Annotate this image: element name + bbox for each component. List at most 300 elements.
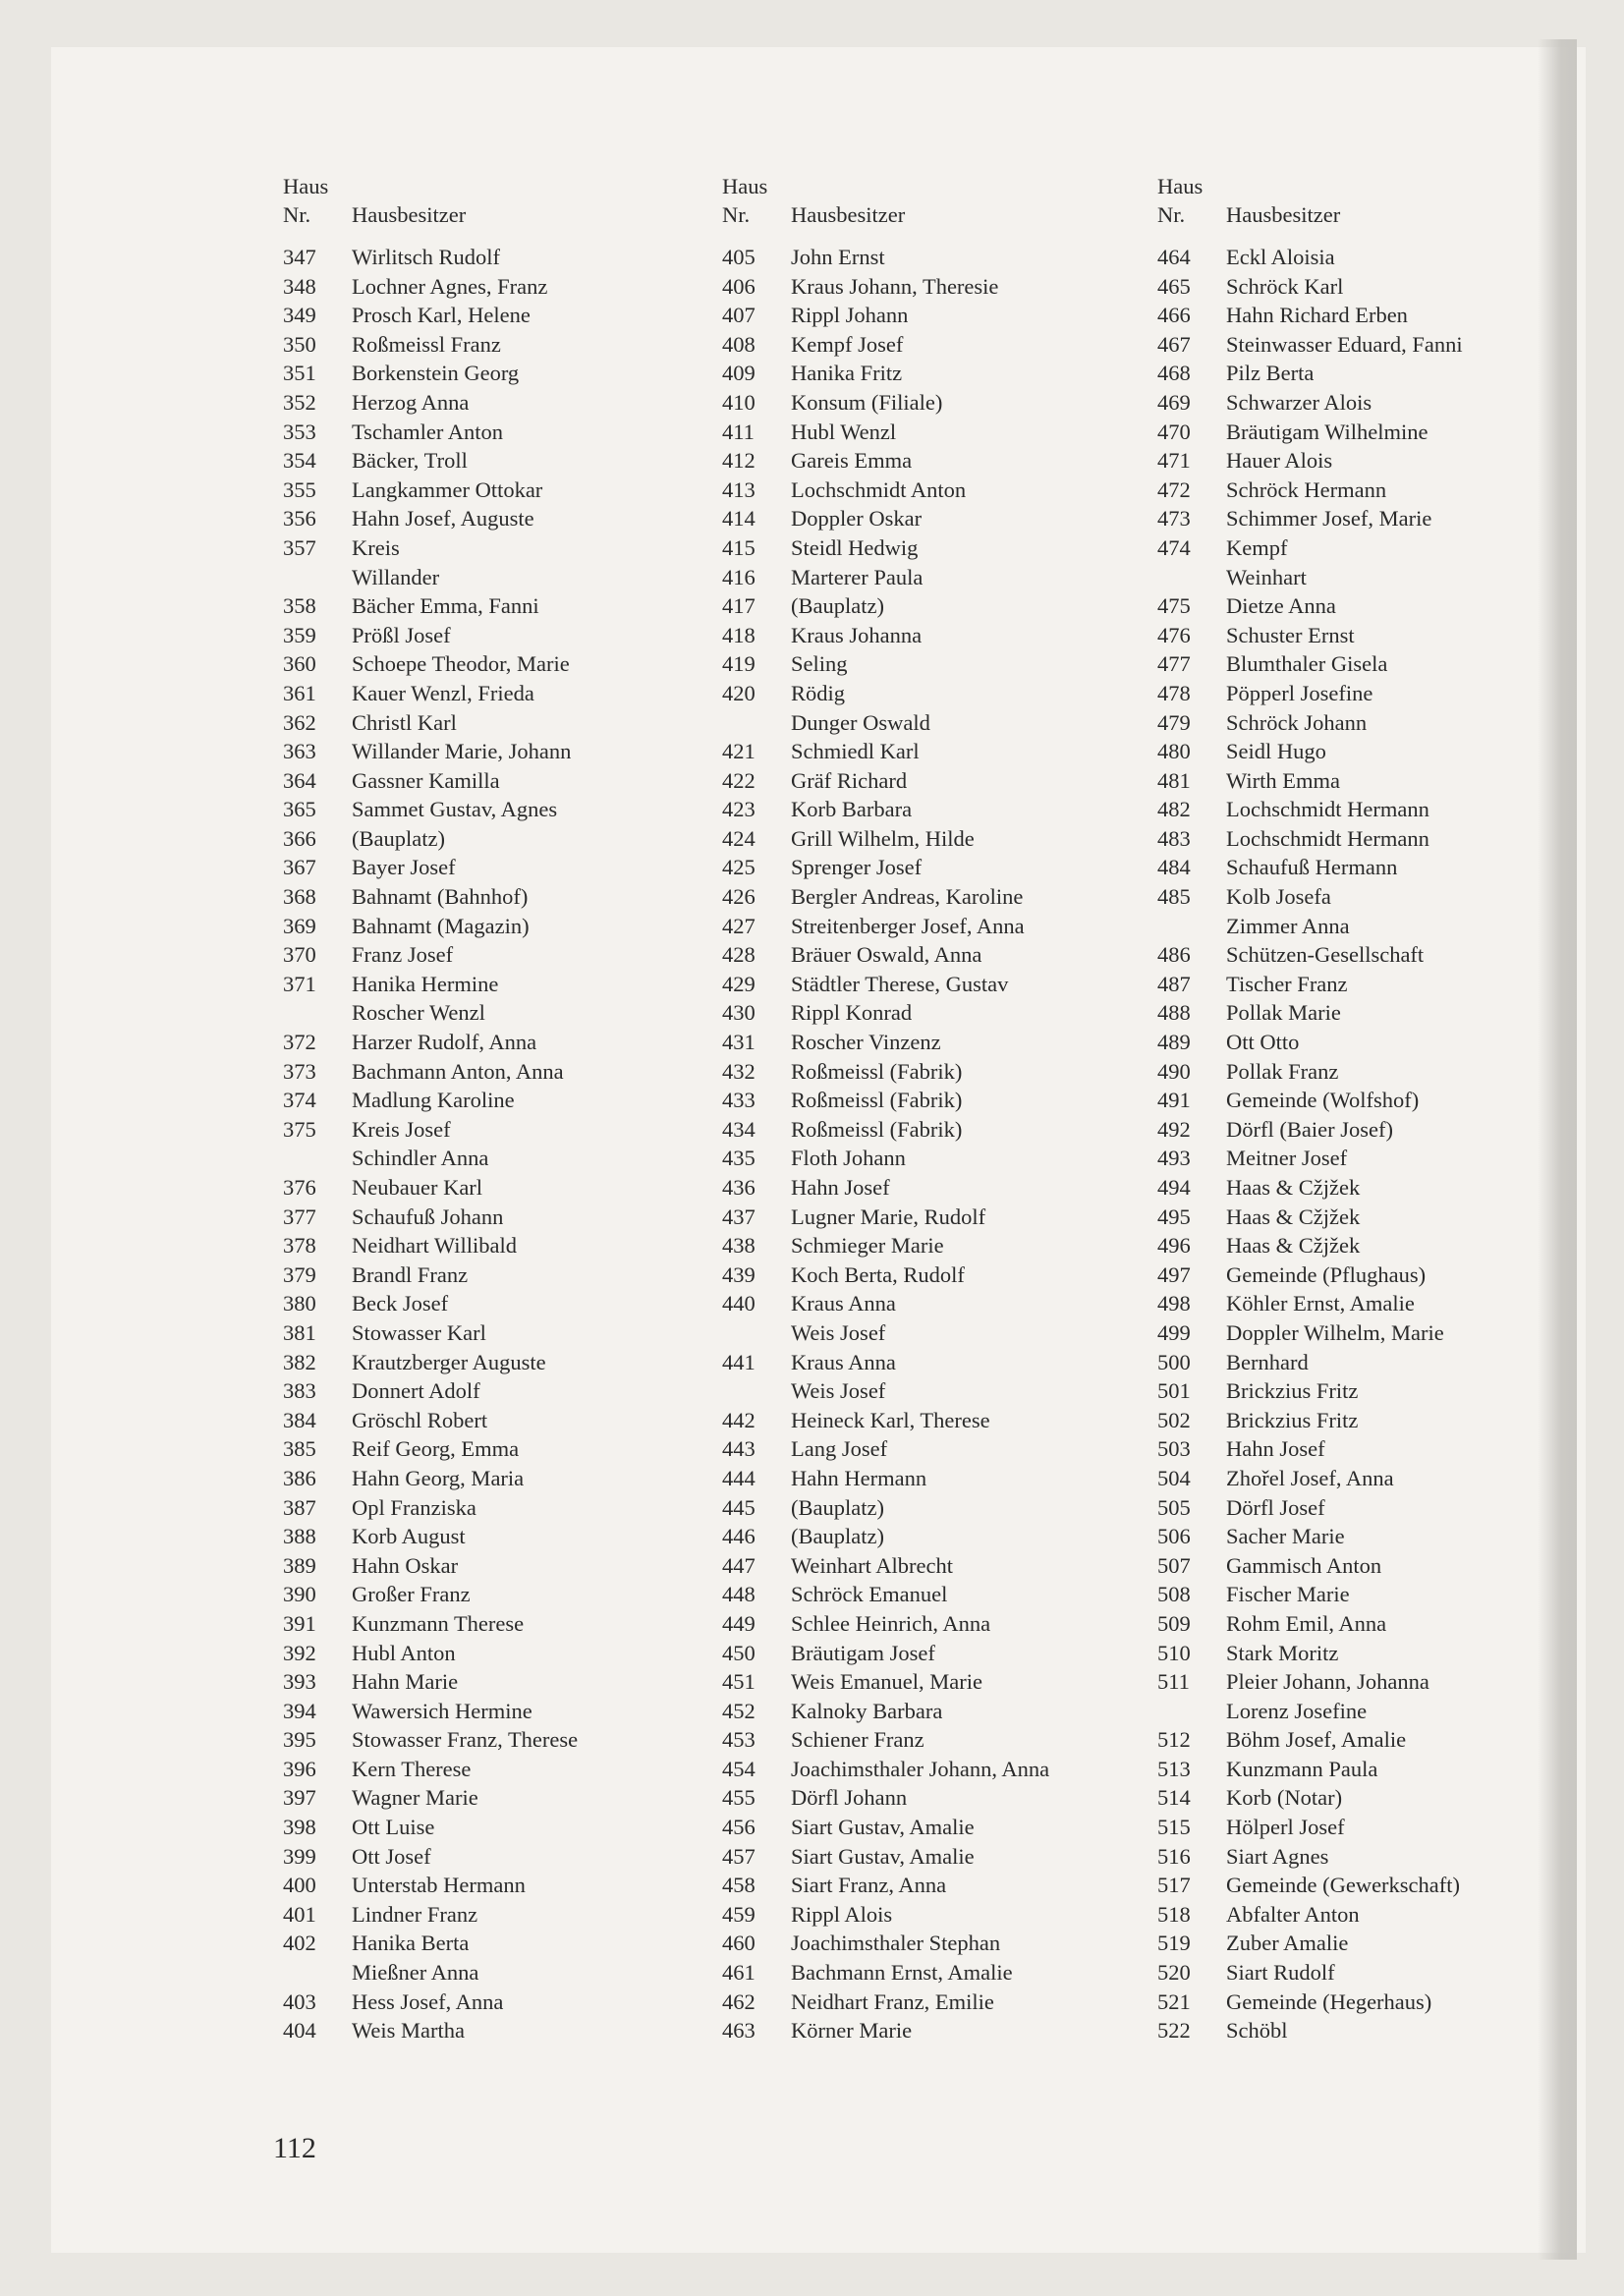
house-number: 413 (722, 476, 756, 502)
house-number: 479 (1157, 709, 1191, 735)
register-row (1157, 853, 1599, 882)
register-row (283, 2016, 725, 2045)
register-row (283, 795, 725, 824)
house-number: 417 (722, 593, 756, 619)
house-owner: Weis Emanuel, Marie (791, 1669, 982, 1695)
house-owner: Köhler Ernst, Amalie (1226, 1291, 1415, 1316)
house-owner: Weis Josef (791, 1319, 886, 1345)
house-number: 439 (722, 1261, 756, 1287)
house-number: 431 (722, 1030, 756, 1055)
register-row (722, 824, 1164, 854)
house-number: 478 (1157, 680, 1191, 705)
register-row (1157, 970, 1599, 999)
house-number: 519 (1157, 1931, 1191, 1956)
house-owner: Joachimsthaler Johann, Anna (791, 1756, 1050, 1781)
house-owner: Ott Luise (352, 1815, 435, 1840)
house-number: 348 (283, 273, 316, 299)
house-owner: Kempf Josef (791, 331, 904, 357)
house-owner: Neidhart Franz, Emilie (791, 1988, 994, 2014)
house-owner: Harzer Rudolf, Anna (352, 1030, 537, 1055)
house-number: 407 (722, 303, 756, 328)
house-number: 387 (283, 1494, 316, 1520)
house-number: 500 (1157, 1349, 1191, 1374)
house-owner: Siart Franz, Anna (791, 1873, 947, 1898)
house-owner: Schiener Franz (791, 1727, 924, 1753)
house-owner: Siart Rudolf (1226, 1960, 1335, 1986)
house-owner: Siart Agnes (1226, 1843, 1329, 1869)
house-owner: Kern Therese (352, 1756, 472, 1781)
register-row (1157, 1697, 1599, 1726)
house-number: 477 (1157, 651, 1191, 677)
house-number: 452 (722, 1698, 756, 1723)
house-owner: Kunzmann Therese (352, 1610, 525, 1636)
house-number: 423 (722, 797, 756, 822)
house-number: 514 (1157, 1785, 1191, 1811)
house-number: 448 (722, 1582, 756, 1607)
house-number: 450 (722, 1640, 756, 1665)
house-number: 433 (722, 1088, 756, 1113)
house-number: 424 (722, 825, 756, 851)
house-owner: Lang Josef (791, 1436, 888, 1462)
house-number: 372 (283, 1030, 316, 1055)
house-owner: Hahn Hermann (791, 1465, 927, 1490)
house-owner: Borkenstein Georg (352, 361, 520, 386)
header-haus-label: Haus (1157, 174, 1204, 198)
house-owner: Bächer Emma, Fanni (352, 593, 539, 619)
house-number: 499 (1157, 1319, 1191, 1345)
register-row (283, 1958, 725, 1988)
house-number: 354 (283, 448, 316, 474)
house-number: 379 (283, 1261, 316, 1287)
header-haus-label: Haus (283, 174, 329, 198)
register-row (722, 1609, 1164, 1639)
register-row (1157, 1434, 1599, 1464)
register-row (1157, 418, 1599, 447)
house-owner: Steinwasser Eduard, Fanni (1226, 331, 1463, 357)
register-row (722, 912, 1164, 941)
house-number: 438 (722, 1233, 756, 1259)
register-row (1157, 1115, 1599, 1145)
house-number: 474 (1157, 534, 1191, 560)
house-number: 456 (722, 1815, 756, 1840)
house-number: 494 (1157, 1175, 1191, 1200)
register-row (722, 1842, 1164, 1872)
house-owner: Seidl Hugo (1226, 739, 1326, 764)
register-row (1157, 1958, 1599, 1988)
house-owner: Kolb Josefa (1226, 884, 1331, 910)
house-number: 460 (722, 1931, 756, 1956)
house-owner: Hanika Berta (352, 1931, 470, 1956)
house-number: 486 (1157, 942, 1191, 968)
register-row (1157, 1231, 1599, 1260)
register-column-1 (283, 172, 725, 2045)
house-owner: Pleier Johann, Johanna (1226, 1669, 1429, 1695)
register-row (722, 1667, 1164, 1697)
house-owner: Herzog Anna (352, 389, 470, 415)
house-number: 435 (722, 1146, 756, 1171)
house-owner: Prößl Josef (352, 622, 451, 647)
register-row (722, 330, 1164, 360)
house-owner: Lochschmidt Hermann (1226, 825, 1429, 851)
house-owner: Tschamler Anton (352, 419, 504, 444)
house-owner: Marterer Paula (791, 564, 924, 589)
house-owner: Hahn Georg, Maria (352, 1465, 525, 1490)
house-number: 436 (722, 1175, 756, 1200)
register-row (1157, 621, 1599, 650)
house-owner: Bachmann Ernst, Amalie (791, 1960, 1013, 1986)
house-number: 420 (722, 680, 756, 705)
register-row (1157, 1639, 1599, 1668)
house-owner: Christl Karl (352, 709, 457, 735)
house-number: 482 (1157, 797, 1191, 822)
register-row (1157, 272, 1599, 302)
house-number: 451 (722, 1669, 756, 1695)
house-number: 401 (283, 1901, 316, 1927)
house-owner: Kalnoky Barbara (791, 1698, 943, 1723)
house-number: 487 (1157, 971, 1191, 996)
house-number: 418 (722, 622, 756, 647)
register-row (722, 272, 1164, 302)
house-number: 489 (1157, 1030, 1191, 1055)
house-number: 504 (1157, 1465, 1191, 1490)
house-owner: Bayer Josef (352, 855, 456, 880)
register-row (722, 1783, 1164, 1813)
house-number: 362 (283, 709, 316, 735)
house-number: 402 (283, 1931, 316, 1956)
house-number: 459 (722, 1901, 756, 1927)
register-row (1157, 1900, 1599, 1930)
house-owner: Schoepe Theodor, Marie (352, 651, 570, 677)
register-row (722, 621, 1164, 650)
house-owner: Korb (Notar) (1226, 1785, 1343, 1811)
register-row (1157, 1783, 1599, 1813)
house-number: 368 (283, 884, 316, 910)
register-row (722, 737, 1164, 766)
house-owner: Stowasser Franz, Therese (352, 1727, 579, 1753)
register-row (1157, 1667, 1599, 1697)
house-owner: Gemeinde (Pflughaus) (1226, 1261, 1427, 1287)
register-row (283, 1231, 725, 1260)
house-owner: Korb August (352, 1524, 466, 1549)
house-owner: Roßmeissl (Fabrik) (791, 1058, 963, 1084)
register-row (1157, 1086, 1599, 1115)
house-number: 481 (1157, 767, 1191, 793)
register-row (1157, 533, 1599, 563)
house-owner: Hölperl Josef (1226, 1815, 1345, 1840)
house-number: 369 (283, 913, 316, 938)
house-owner: Neidhart Willibald (352, 1233, 518, 1259)
register-row (283, 940, 725, 970)
house-number: 466 (1157, 303, 1191, 328)
register-row (283, 359, 725, 388)
register-row (1157, 1318, 1599, 1348)
house-number: 371 (283, 971, 316, 996)
house-owner: Gemeinde (Wolfshof) (1226, 1088, 1420, 1113)
house-owner: Schimmer Josef, Marie (1226, 506, 1432, 532)
house-owner: Floth Johann (791, 1146, 906, 1171)
house-owner: Seling (791, 651, 848, 677)
house-owner: Haas & Cžjžek (1226, 1175, 1361, 1200)
register-row (722, 563, 1164, 592)
house-number: 380 (283, 1291, 316, 1316)
house-number: 396 (283, 1756, 316, 1781)
house-owner: Zimmer Anna (1226, 913, 1350, 938)
register-row (1157, 1203, 1599, 1232)
house-owner: Gräf Richard (791, 767, 908, 793)
register-row (722, 1551, 1164, 1581)
house-number: 404 (283, 2018, 316, 2044)
register-row (722, 1871, 1164, 1900)
house-owner: Dörfl (Baier Josef) (1226, 1116, 1393, 1142)
house-owner: Weinhart (1226, 564, 1307, 589)
house-owner: Schröck Emanuel (791, 1582, 948, 1607)
house-owner: Gemeinde (Hegerhaus) (1226, 1988, 1432, 2014)
house-owner: Mießner Anna (352, 1960, 479, 1986)
house-number: 467 (1157, 331, 1191, 357)
house-owner: Siart Gustav, Amalie (791, 1815, 975, 1840)
house-owner: Lindner Franz (352, 1901, 478, 1927)
register-row (1157, 1609, 1599, 1639)
house-number: 409 (722, 361, 756, 386)
header-haus-label: Haus (722, 174, 768, 198)
house-owner: Hauer Alois (1226, 448, 1333, 474)
register-row (1157, 301, 1599, 330)
house-owner: Bräutigam Josef (791, 1640, 935, 1665)
house-owner: Prosch Karl, Helene (352, 303, 531, 328)
house-owner: Kreis Josef (352, 1116, 451, 1142)
register-row (283, 1376, 725, 1406)
register-row (283, 301, 725, 330)
header-owner-label: Hausbesitzer (352, 202, 467, 227)
house-owner: Heineck Karl, Therese (791, 1407, 990, 1432)
register-row (283, 1639, 725, 1668)
house-number: 397 (283, 1785, 316, 1811)
house-owner: Langkammer Ottokar (352, 476, 543, 502)
register-row (283, 766, 725, 796)
house-owner: Weis Josef (791, 1378, 886, 1404)
house-owner: Koch Berta, Rudolf (791, 1261, 965, 1287)
house-number: 484 (1157, 855, 1191, 880)
house-owner: Bergler Andreas, Karoline (791, 884, 1024, 910)
house-number: 522 (1157, 2018, 1191, 2044)
house-owner: Pollak Marie (1226, 1000, 1341, 1026)
house-number: 375 (283, 1116, 316, 1142)
house-number: 509 (1157, 1610, 1191, 1636)
register-row (722, 359, 1164, 388)
house-owner: Gröschl Robert (352, 1407, 488, 1432)
house-owner: Beck Josef (352, 1291, 449, 1316)
register-row (283, 853, 725, 882)
register-row (722, 1434, 1164, 1464)
house-number: 471 (1157, 448, 1191, 474)
column-header (1157, 172, 1599, 229)
register-row (283, 1580, 725, 1609)
house-owner: Körner Marie (791, 2018, 913, 2044)
register-row (283, 621, 725, 650)
register-row (283, 272, 725, 302)
house-owner: Schröck Karl (1226, 273, 1344, 299)
register-row (283, 591, 725, 621)
register-row (1157, 330, 1599, 360)
house-owner: Roßmeissl (Fabrik) (791, 1088, 963, 1113)
house-owner: Hahn Richard Erben (1226, 303, 1408, 328)
register-row (283, 1871, 725, 1900)
house-owner: Haas & Cžjžek (1226, 1204, 1361, 1229)
register-row (722, 1203, 1164, 1232)
page-number: 112 (273, 2132, 316, 2164)
house-owner: Großer Franz (352, 1582, 471, 1607)
house-number: 425 (722, 855, 756, 880)
house-number: 511 (1157, 1669, 1190, 1695)
house-owner: Hubl Wenzl (791, 419, 897, 444)
house-number: 512 (1157, 1727, 1191, 1753)
house-number: 463 (722, 2018, 756, 2044)
house-number: 426 (722, 884, 756, 910)
register-column-3 (1157, 172, 1599, 2045)
house-owner: Schmiedl Karl (791, 739, 920, 764)
register-row (1157, 1376, 1599, 1406)
register-row (722, 649, 1164, 679)
house-number: 400 (283, 1873, 316, 1898)
house-owner: Franz Josef (352, 942, 454, 968)
register-row (722, 1755, 1164, 1784)
register-row (722, 679, 1164, 708)
house-owner: (Bauplatz) (791, 593, 884, 619)
register-row (722, 504, 1164, 533)
house-number: 520 (1157, 1960, 1191, 1986)
house-owner: Krautzberger Auguste (352, 1349, 546, 1374)
house-owner: Schützen-Gesellschaft (1226, 942, 1425, 968)
register-row (1157, 243, 1599, 272)
header-nr-label: Nr. (722, 202, 751, 227)
house-owner: Abfalter Anton (1226, 1901, 1360, 1927)
register-row (283, 1173, 725, 1203)
house-owner: (Bauplatz) (791, 1494, 884, 1520)
house-number: 377 (283, 1204, 316, 1229)
house-number: 457 (722, 1843, 756, 1869)
register-row (722, 1231, 1164, 1260)
house-owner: Böhm Josef, Amalie (1226, 1727, 1407, 1753)
house-number: 505 (1157, 1494, 1191, 1520)
register-row (283, 1203, 725, 1232)
register-row (283, 1028, 725, 1057)
house-owner: Kraus Johann, Theresie (791, 273, 999, 299)
house-owner: Hess Josef, Anna (352, 1988, 504, 2014)
house-owner: Brandl Franz (352, 1261, 469, 1287)
house-number: 352 (283, 389, 316, 415)
house-owner: Gareis Emma (791, 448, 913, 474)
house-number: 398 (283, 1815, 316, 1840)
register-row (1157, 1725, 1599, 1755)
register-row (1157, 998, 1599, 1028)
house-number: 381 (283, 1319, 316, 1345)
house-owner: Pilz Berta (1226, 361, 1315, 386)
register-row (722, 1813, 1164, 1842)
register-row (283, 563, 725, 592)
house-owner: Hahn Josef, Auguste (352, 506, 534, 532)
register-row (722, 301, 1164, 330)
house-owner: Kraus Johanna (791, 622, 923, 647)
register-row (1157, 1028, 1599, 1057)
house-owner: Hahn Josef (1226, 1436, 1325, 1462)
house-owner: Lochner Agnes, Franz (352, 273, 548, 299)
register-row (283, 1318, 725, 1348)
house-owner: Neubauer Karl (352, 1175, 483, 1200)
house-owner: Zhořel Josef, Anna (1226, 1465, 1394, 1490)
register-row (722, 1348, 1164, 1377)
register-row (722, 1173, 1164, 1203)
house-owner: Willander Marie, Johann (352, 739, 572, 764)
register-row (1157, 1144, 1599, 1173)
column-rows (1157, 243, 1599, 2045)
house-owner: Bräutigam Wilhelmine (1226, 419, 1428, 444)
house-number: 416 (722, 564, 756, 589)
house-number: 364 (283, 767, 316, 793)
house-number: 419 (722, 651, 756, 677)
house-number: 469 (1157, 389, 1191, 415)
house-number: 378 (283, 1233, 316, 1259)
house-owner: Rippl Konrad (791, 1000, 913, 1026)
house-number: 350 (283, 331, 316, 357)
house-owner: Konsum (Filiale) (791, 389, 943, 415)
house-number: 414 (722, 506, 756, 532)
house-number: 421 (722, 739, 756, 764)
house-owner: Sacher Marie (1226, 1524, 1345, 1549)
header-nr-label: Nr. (1157, 202, 1186, 227)
register-row (283, 1609, 725, 1639)
house-number: 376 (283, 1175, 316, 1200)
header-owner-label: Hausbesitzer (1226, 202, 1341, 227)
house-number: 476 (1157, 622, 1191, 647)
house-owner: Gammisch Anton (1226, 1552, 1382, 1578)
house-owner: Roßmeissl Franz (352, 331, 501, 357)
register-row (1157, 563, 1599, 592)
house-owner: Lochschmidt Hermann (1226, 797, 1429, 822)
house-number: 443 (722, 1436, 756, 1462)
register-row (722, 1289, 1164, 1318)
house-number: 517 (1157, 1873, 1191, 1898)
house-number: 453 (722, 1727, 756, 1753)
register-row (1157, 1406, 1599, 1435)
register-row (722, 591, 1164, 621)
house-owner: Schöbl (1226, 2018, 1288, 2044)
house-owner: Wagner Marie (352, 1785, 478, 1811)
register-row (283, 1348, 725, 1377)
house-number: 461 (722, 1960, 756, 1986)
house-owner: Hanika Hermine (352, 971, 499, 996)
house-number: 406 (722, 273, 756, 299)
house-number: 373 (283, 1058, 316, 1084)
house-owner: Ott Josef (352, 1843, 431, 1869)
house-owner: Schlee Heinrich, Anna (791, 1610, 991, 1636)
house-number: 502 (1157, 1407, 1191, 1432)
house-number: 470 (1157, 419, 1191, 444)
register-row (1157, 591, 1599, 621)
register-row (1157, 359, 1599, 388)
house-number: 518 (1157, 1901, 1191, 1927)
register-row (283, 1289, 725, 1318)
house-owner: Schmieger Marie (791, 1233, 944, 1259)
house-number: 386 (283, 1465, 316, 1490)
register-row (722, 446, 1164, 476)
house-owner: Weinhart Albrecht (791, 1552, 954, 1578)
register-row (1157, 708, 1599, 738)
house-number: 360 (283, 651, 316, 677)
house-number: 440 (722, 1291, 756, 1316)
house-number: 385 (283, 1436, 316, 1462)
house-owner: Dörfl Johann (791, 1785, 908, 1811)
house-number: 472 (1157, 476, 1191, 502)
